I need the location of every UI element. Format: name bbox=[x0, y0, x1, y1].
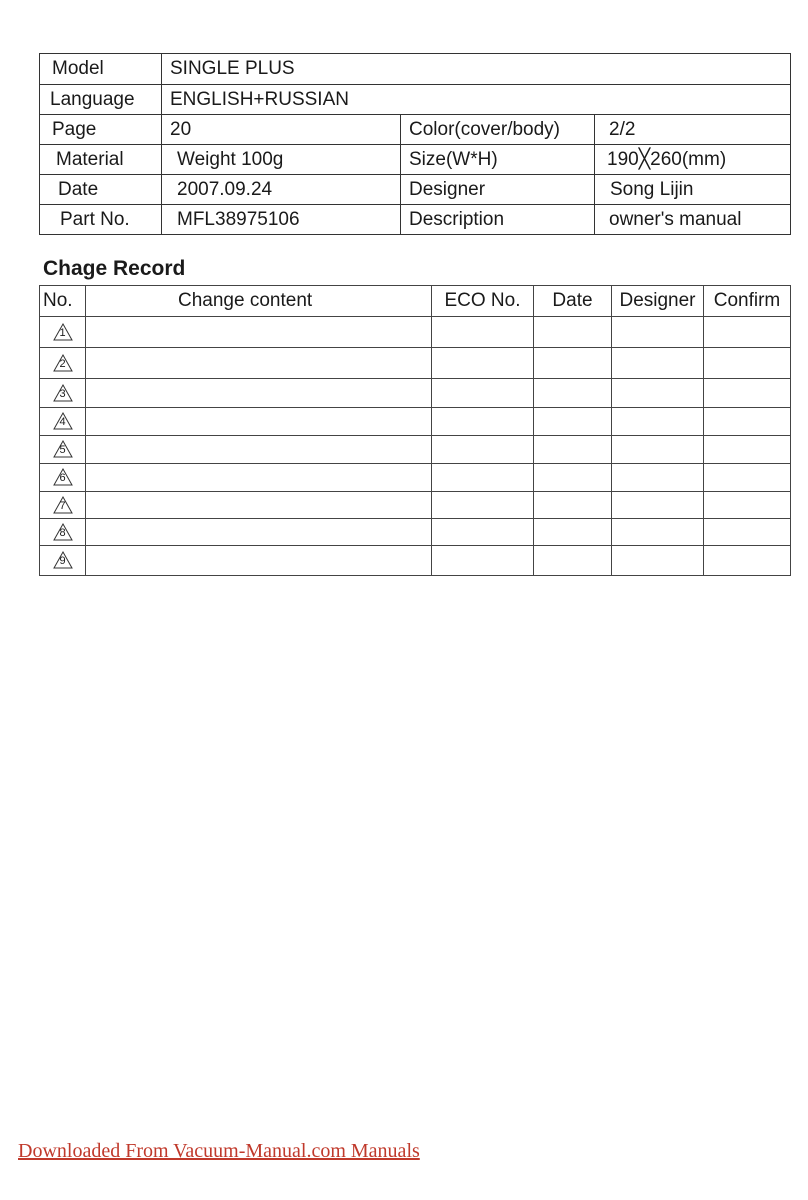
confirm-cell[interactable] bbox=[704, 348, 791, 379]
date-cell[interactable] bbox=[534, 546, 612, 576]
change-content-cell[interactable] bbox=[86, 519, 432, 546]
change-content-cell[interactable] bbox=[86, 464, 432, 492]
header-date: Date bbox=[534, 286, 612, 317]
date-cell[interactable] bbox=[534, 492, 612, 519]
row-number-cell bbox=[40, 348, 86, 379]
eco-no-cell[interactable] bbox=[432, 408, 534, 436]
table-row bbox=[40, 546, 791, 576]
revision-number: 8 bbox=[59, 526, 66, 539]
revision-triangle-icon bbox=[53, 523, 73, 541]
eco-no-cell[interactable] bbox=[432, 317, 534, 348]
revision-number: 6 bbox=[59, 472, 66, 485]
date-cell[interactable] bbox=[534, 379, 612, 408]
revision-triangle-icon bbox=[53, 354, 73, 372]
material-label: Material bbox=[40, 145, 162, 175]
row-number-cell bbox=[40, 379, 86, 408]
model-label: Model bbox=[40, 54, 162, 85]
table-row bbox=[40, 519, 791, 546]
size-value: 190╳260(mm) bbox=[595, 145, 791, 175]
revision-triangle-icon bbox=[53, 496, 73, 514]
designer-cell[interactable] bbox=[612, 546, 704, 576]
change-content-cell[interactable] bbox=[86, 546, 432, 576]
designer-cell[interactable] bbox=[612, 379, 704, 408]
description-label: Description bbox=[401, 205, 595, 235]
designer-cell[interactable] bbox=[612, 492, 704, 519]
change-content-cell[interactable] bbox=[86, 492, 432, 519]
date-cell[interactable] bbox=[534, 408, 612, 436]
revision-triangle-icon bbox=[53, 384, 73, 402]
header-eco-no: ECO No. bbox=[432, 286, 534, 317]
description-value: owner's manual bbox=[595, 205, 791, 235]
partno-value: MFL38975106 bbox=[162, 205, 401, 235]
change-record-header-row bbox=[40, 286, 791, 317]
color-label: Color(cover/body) bbox=[401, 115, 595, 145]
revision-number: 3 bbox=[59, 387, 66, 400]
date-cell[interactable] bbox=[534, 464, 612, 492]
revision-triangle-icon bbox=[53, 440, 73, 458]
table-row bbox=[40, 464, 791, 492]
designer-cell[interactable] bbox=[612, 464, 704, 492]
revision-number: 7 bbox=[59, 499, 66, 512]
header-change-content: Change content bbox=[86, 286, 432, 317]
change-record-table bbox=[39, 285, 791, 576]
spec-table bbox=[39, 53, 791, 235]
date-cell[interactable] bbox=[534, 436, 612, 464]
confirm-cell[interactable] bbox=[704, 408, 791, 436]
footer-download-link[interactable]: Downloaded From Vacuum-Manual.com Manuals bbox=[18, 1140, 420, 1162]
language-value: ENGLISH+RUSSIAN bbox=[162, 85, 791, 115]
header-designer: Designer bbox=[612, 286, 704, 317]
table-row bbox=[40, 379, 791, 408]
row-number-cell bbox=[40, 492, 86, 519]
eco-no-cell[interactable] bbox=[432, 436, 534, 464]
revision-number: 5 bbox=[59, 444, 66, 457]
spec-row-date bbox=[40, 175, 791, 205]
spec-row-language bbox=[40, 85, 791, 115]
size-label: Size(W*H) bbox=[401, 145, 595, 175]
row-number-cell bbox=[40, 436, 86, 464]
change-content-cell[interactable] bbox=[86, 436, 432, 464]
change-content-cell[interactable] bbox=[86, 317, 432, 348]
material-value: Weight 100g bbox=[162, 145, 401, 175]
designer-cell[interactable] bbox=[612, 436, 704, 464]
eco-no-cell[interactable] bbox=[432, 546, 534, 576]
row-number-cell bbox=[40, 546, 86, 576]
confirm-cell[interactable] bbox=[704, 546, 791, 576]
change-content-cell[interactable] bbox=[86, 379, 432, 408]
model-value: SINGLE PLUS bbox=[162, 54, 791, 85]
table-row bbox=[40, 348, 791, 379]
revision-number: 1 bbox=[59, 326, 66, 339]
eco-no-cell[interactable] bbox=[432, 464, 534, 492]
revision-triangle-icon bbox=[53, 468, 73, 486]
designer-cell[interactable] bbox=[612, 408, 704, 436]
date-cell[interactable] bbox=[534, 317, 612, 348]
eco-no-cell[interactable] bbox=[432, 492, 534, 519]
table-row bbox=[40, 492, 791, 519]
spec-row-page bbox=[40, 115, 791, 145]
designer-cell[interactable] bbox=[612, 519, 704, 546]
revision-number: 2 bbox=[59, 357, 66, 370]
designer-cell[interactable] bbox=[612, 348, 704, 379]
confirm-cell[interactable] bbox=[704, 492, 791, 519]
spec-row-partno bbox=[40, 205, 791, 235]
color-value: 2/2 bbox=[595, 115, 791, 145]
revision-number: 4 bbox=[59, 416, 66, 429]
page-value: 20 bbox=[162, 115, 401, 145]
date-value: 2007.09.24 bbox=[162, 175, 401, 205]
change-record-title: Chage Record bbox=[43, 257, 186, 280]
designer-label: Designer bbox=[401, 175, 595, 205]
spec-row-model bbox=[40, 54, 791, 85]
eco-no-cell[interactable] bbox=[432, 379, 534, 408]
row-number-cell bbox=[40, 464, 86, 492]
spec-row-material bbox=[40, 145, 791, 175]
header-no: No. bbox=[40, 286, 86, 317]
date-label: Date bbox=[40, 175, 162, 205]
table-row bbox=[40, 317, 791, 348]
date-cell[interactable] bbox=[534, 348, 612, 379]
header-confirm: Confirm bbox=[704, 286, 791, 317]
eco-no-cell[interactable] bbox=[432, 519, 534, 546]
confirm-cell[interactable] bbox=[704, 436, 791, 464]
row-number-cell bbox=[40, 317, 86, 348]
designer-value: Song Lijin bbox=[595, 175, 791, 205]
change-content-cell[interactable] bbox=[86, 348, 432, 379]
partno-label: Part No. bbox=[40, 205, 162, 235]
confirm-cell[interactable] bbox=[704, 464, 791, 492]
language-label: Language bbox=[40, 85, 162, 115]
revision-triangle-icon bbox=[53, 323, 73, 341]
eco-no-cell[interactable] bbox=[432, 348, 534, 379]
confirm-cell[interactable] bbox=[704, 317, 791, 348]
date-cell[interactable] bbox=[534, 519, 612, 546]
confirm-cell[interactable] bbox=[704, 519, 791, 546]
page-label: Page bbox=[40, 115, 162, 145]
table-row bbox=[40, 408, 791, 436]
revision-triangle-icon bbox=[53, 551, 73, 569]
confirm-cell[interactable] bbox=[704, 379, 791, 408]
revision-number: 9 bbox=[59, 555, 66, 568]
change-content-cell[interactable] bbox=[86, 408, 432, 436]
revision-triangle-icon bbox=[53, 412, 73, 430]
change-record-body bbox=[40, 317, 791, 576]
row-number-cell bbox=[40, 519, 86, 546]
designer-cell[interactable] bbox=[612, 317, 704, 348]
table-row bbox=[40, 436, 791, 464]
row-number-cell bbox=[40, 408, 86, 436]
